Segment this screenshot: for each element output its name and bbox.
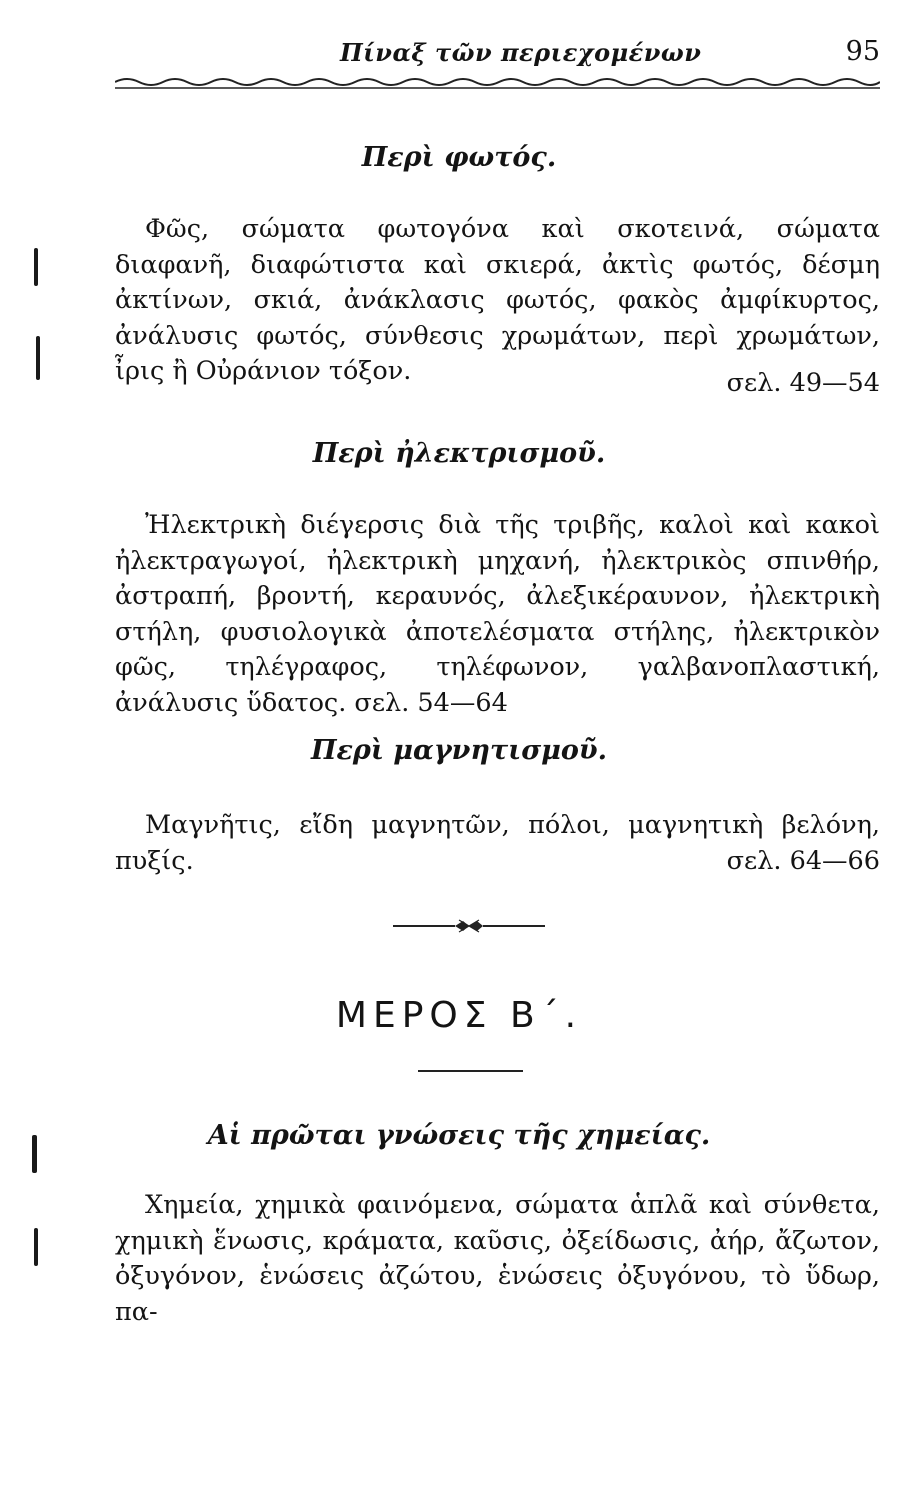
wavy-header-rule xyxy=(115,72,880,96)
section-text-electricity: Ἠλεκτρικὴ διέγερσις διὰ τῆς τριβῆς, καλοὶ καὶ κακοὶ ἠλεκτραγωγοί, ἠλεκτρικὴ μηχανή, ἠλεκτρικὸς σπινθήρ, ἀστραπή, βροντή, κεραυνός, ἀλεξικέραυνον, ἠλεκτρικὴ στήλη, φυσιολογικὰ ἀποτελέσματα στήλης, ἠλεκτρικὸν φῶς, τηλέγραφος, τηλέφωνον, γαλβανοπλαστική, ἀνάλυσις ὕδατος. σελ. 54—64 xyxy=(115,510,880,718)
part-divider xyxy=(418,1070,523,1072)
margin-mark xyxy=(34,1228,38,1266)
section-title-electricity: Περὶ ἠλεκτρισμοῦ. xyxy=(312,438,606,469)
section-title-magnetism: Περὶ μαγνητισμοῦ. xyxy=(310,735,608,766)
running-header xyxy=(0,30,918,70)
page-number: 95 xyxy=(845,36,880,67)
part-heading: ΜΕΡΟΣ Β΄. xyxy=(335,995,583,1036)
section-text-light: Φῶς, σώματα φωτογόνα καὶ σκοτεινά, σώματα διαφανῆ, διαφώτιστα καὶ σκιερά, ἀκτὶς φωτός, δέσμη ἀκτίνων, σκιά, ἀνάκλασις φωτός, φακὸς ἀμφίκυρτος, ἀνάλυσις φωτός, σύνθεσις χρωμάτων, περὶ χρωμάτων, ἶρις ἢ Οὐράνιον τόξον. xyxy=(115,214,880,386)
page-reference-light: σελ. 49—54 xyxy=(726,368,880,398)
section-title-chemistry: Αἱ πρῶται γνώσεις τῆς χημείας. xyxy=(207,1120,711,1151)
running-title: Πίναξ τῶν περιεχομένων xyxy=(340,38,702,67)
page-reference-magnetism: σελ. 64—66 xyxy=(726,846,880,876)
margin-mark xyxy=(36,336,40,380)
margin-mark xyxy=(32,1135,37,1173)
section-text-magnetism: Μαγνῆτις, εἴδη μαγνητῶν, πόλοι, μαγνητικὴ βελόνη, πυξίς. xyxy=(115,810,880,876)
ornament-divider xyxy=(393,918,545,934)
section-title-light: Περὶ φωτός. xyxy=(361,142,557,173)
margin-mark xyxy=(34,248,38,286)
section-text-chemistry: Χημεία, χημικὰ φαινόμενα, σώματα ἁπλᾶ καὶ σύνθετα, χημικὴ ἕνωσις, κράματα, καῦσις, ὀξείδωσις, ἀήρ, ἄζωτον, ὀξυγόνον, ἑνώσεις ἀζώτου, ἑνώσεις ὀξυγόνου, τὸ ὕδωρ, πα- xyxy=(115,1190,880,1327)
